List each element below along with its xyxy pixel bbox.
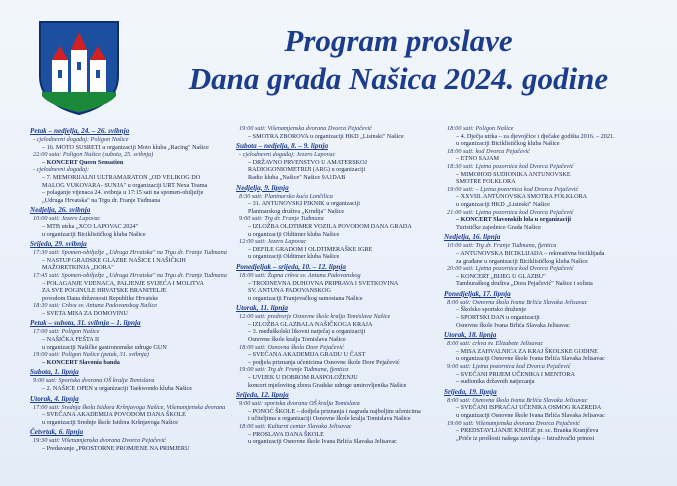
event-time-location: 9:00 sati: sportska dvorana OŠ kralja Tomislava xyxy=(239,400,360,408)
event-description: RADIOGONIOMETRIJI (ARG) u organizaciji xyxy=(248,166,366,174)
event-description: – 3. međuškolski likovni natječaj u organizaciji xyxy=(248,328,366,336)
event-description: u organizaciji Osnovne škole Ivana Brlića Slavaka Jelisavac xyxy=(248,438,397,446)
date-heading: Četvrtak, 6. lipnja xyxy=(30,428,84,437)
event-description: SV. ANTUNA PADOVANSKOG xyxy=(248,287,331,295)
date-heading: Utorak, 11. lipnja xyxy=(236,304,288,313)
program-column-3 xyxy=(444,125,669,486)
date-heading: Nedjelja, 26. svibnja xyxy=(30,206,91,215)
event-description: – SVETA MISA ZA DOMOVINU xyxy=(42,309,128,317)
event-description: – IZLOŽBA OLDTIMER VOZILA POVODOM DANA GRADA xyxy=(248,222,412,230)
event-time-location: 10:00 sati: Trg dr. Franje Tuđmana, fjentica xyxy=(447,242,557,250)
event-description: u organizaciji Oldtimer kluba Našice xyxy=(248,230,340,238)
event-description: i učiteljima u organizaciji Osnovne škole kralja Tomislava Našice xyxy=(248,415,411,423)
event-description: – 16. MOTO SUSRETI u organizaciji Moto kluba „Racing" Našice xyxy=(42,143,209,151)
event-time-location: 18:00 sati: Župna crkva sv. Antuna Padovanskog xyxy=(239,271,361,279)
event-time-location: 17:30 sati: Spomen-obilježje „Udruga Hrvatska" na Trgu dr. Franje Tuđmana xyxy=(33,249,227,257)
event-description: – NASTUP GRADSKE GLAZBE NAŠICE I NAŠIČKIH xyxy=(42,256,186,264)
event-time-location: 8:30 sati: Planinarsko kuća Lončilica xyxy=(239,192,333,200)
event-description: – KONCERT Slavonskih lola u organizaciji xyxy=(456,216,572,224)
event-description: u organizaciji Srednje škole Isidora Kršnjavoga Našice xyxy=(42,418,178,426)
event-time-location: 22:00 sata: Poligon Našice (subota, 25. svibnja) xyxy=(33,151,154,159)
event-time-location: 19:00 sati: – Ljetna pozornica kod Dvorca Pejačević xyxy=(447,185,579,193)
event-time-location: 18:30 sati: Crkva sv. Antuna Padovanskog Našice xyxy=(33,302,158,310)
event-description: – SVEČANA AKADEMIJA GRADU U ČAST xyxy=(248,351,366,359)
event-time-location: - cjelodnevni događaj: Poligon Našice xyxy=(33,136,129,143)
event-description: – SMOTRA ZBOROVA u organizaciji HKD „Lisinski" Našice xyxy=(248,132,404,140)
title-line-2: Dana grada Našica 2024. godine xyxy=(188,61,609,96)
event-description: „Priče iz prošlosti našega zavičaja – Istraživački prinosi xyxy=(456,434,595,442)
event-time-location: 17:00 sati: Poligon Našice xyxy=(33,328,100,336)
event-time-location: 19:00 sati: Poligon Našice (petak, 31. svibnja) xyxy=(33,351,149,359)
event-time-location: 12:00 sati: Jezero Lapovac xyxy=(239,238,307,246)
event-description: Osnovne škole Ivana Brlića Slavaka Jelisavac xyxy=(456,321,570,329)
event-time-location: 19:00 sati: Višenamjenska dvorana Dvorca Pejačević xyxy=(239,125,372,132)
event-time-location: 18:00 sati: Poligon Našice xyxy=(447,125,514,132)
event-description: MAŽORETKINJA „DORA" xyxy=(42,264,114,272)
event-description: – MTB utrka „XCO LAPOVAC 2024" xyxy=(42,222,139,230)
date-heading: Srijeda, 19. lipnja xyxy=(444,387,497,396)
event-time-location: - cjelodnevni događaj: Jezero Lapovac xyxy=(239,151,336,159)
event-description: u organizaciji Biciklističkog kluba Našice xyxy=(42,230,146,238)
date-heading: Ponedjeljak, 17. lipnja xyxy=(444,289,511,298)
event-description: – DRŽAVNO PRVENSTVO U AMATERSKOJ xyxy=(248,158,368,166)
event-description: ZA SVE POGINULE HRVATSKE BRANITELJE xyxy=(42,287,167,295)
event-description: – ANTUNOVSKA BICIKLIJADA – rekreativna biciklijada xyxy=(456,249,605,257)
event-description: – UVIJEK U DOBROM RASPOLOŽENJU xyxy=(248,374,358,382)
event-description: – 31. ANTUNOVSKI PIKNIK u organizaciji xyxy=(248,200,360,208)
event-description: Turističke zajednice Grada Našice xyxy=(456,223,541,231)
date-heading: Utorak, 18. lipnja xyxy=(444,331,497,340)
event-description: – Predavanje „PROSTORNE PROMJENE NA PRIMJERU xyxy=(42,445,190,452)
event-description: – MISA ZAHVALNICA ZA KRAJ ŠKOLSKE GODINE xyxy=(456,347,598,355)
page-title xyxy=(120,22,677,98)
event-description: – MIMOHOD SUDIONIKA ANTUNOVSKE xyxy=(456,170,571,178)
date-heading: Utorak, 4. lipnja xyxy=(30,394,79,403)
event-time-location: 18:00 sati: Osnovna škola Dore Pejačević xyxy=(239,343,344,351)
event-time-location: 18:30 sati: Ljetna pozornica kod Dvorca Pejačević xyxy=(447,162,574,170)
event-time-location: 10:00 sati: Jezero Lapovac xyxy=(33,215,101,223)
event-time-location: 17:00 sati: Srednja škola Isidora Kršnjavoga Našice, Višenamjenska dvorana xyxy=(33,403,226,411)
event-description: u organizaciji Osnovne škole Ivana Brlića Slavaka Jelisavac xyxy=(456,412,605,419)
event-time-location: 8:00 sati: crkva sv. Elizabete Jelisavac xyxy=(447,340,544,348)
date-heading: Petak – subota, 31. svibnja – 1. lipnja xyxy=(30,319,141,328)
event-time-location: 8:00 sati: Osnovna škola Ivana Brlića Slavaka Jelisavac xyxy=(447,396,588,404)
event-time-location: - cjelodnevni događaj: xyxy=(33,166,90,174)
event-description: – podjela priznanja učenicima Osnovne škole Dore Pejačević xyxy=(248,358,400,366)
event-description: u organizaciji Osnovne škole Ivana Brlića Slavaka Jelisavac xyxy=(456,355,605,363)
event-description: u organizaciji Biciklističkog kluba Našice xyxy=(456,140,560,148)
event-description: – POLAGANJE VIJENACA, PALJENJE SVIJEĆA I MOLITVA xyxy=(42,279,204,287)
event-description: „Udruga Hrvatska" na Trgu dr. Franje Tuđmana xyxy=(42,196,161,204)
event-time-location: 17:45 sati: Spomen-obilježje „Udruga Hrvatska" na Trgu dr. Franje Tuđmana xyxy=(33,271,227,279)
event-description: koncert mješovitog zbora Gradske udruge umirovljenika Našice xyxy=(248,381,407,389)
event-description: – SVEČANI PRIJEM UČENIKA I MENTORA xyxy=(456,370,575,378)
event-description: – PREDSTAVLJANJE KNJIGE pr. sc. Branka Kranjčeva xyxy=(456,427,599,435)
event-description: – DEFILE GRADOM I OLDTIMERAŠKE IGRE xyxy=(248,245,373,253)
date-heading: Nedjelja, 9. lipnja xyxy=(236,183,289,192)
event-time-location: 20:00 sati: Ljetna pozornica kod Dvorca Pejačević xyxy=(447,265,574,273)
coat-of-arms-icon xyxy=(38,20,120,116)
event-description: Tamburaškog društva „Dora Pejačević" Našice i solista xyxy=(456,280,593,288)
date-heading: Nedjelja, 16. lipnja xyxy=(444,233,501,242)
title-line-1: Program proslave xyxy=(284,23,513,58)
program-column-1 xyxy=(30,125,235,486)
event-description: povodom Dana državnosti Republike Hrvatske xyxy=(42,294,159,302)
date-heading: Srijeda, 12. lipnja xyxy=(236,391,289,400)
event-time-location: 9:00 sati: Trg dr. Franje Tuđmana xyxy=(239,215,324,223)
event-time-location: 8:00 sati: Osnovna škola Ivana Brlića Slavaka Jelisavac xyxy=(447,298,588,306)
event-time-location: 9:00 sati: Sportska dvorana OŠ kralja Tomislava xyxy=(33,377,155,385)
program-columns xyxy=(0,125,677,486)
date-heading: Petak – nedjelja, 24. – 26. svibnja xyxy=(30,127,130,135)
event-time-location: 9:00 sati: Ljetna pozornica kod Dvorca Pejačević xyxy=(447,363,571,371)
event-description: – XXVIII. ANTUNOVSKA SMOTRA FOLKLORA xyxy=(456,193,588,201)
event-description: – TRODNEVNA DUHOVNA PRIPRAVA I SVETKOVINA xyxy=(248,279,399,287)
event-description: Osnovne škole kralja Tomislava Našice xyxy=(248,336,346,344)
event-description: SMOTRE FOLKLORA xyxy=(456,178,516,186)
event-time-location: 21:00 sati: Ljetna pozornica kod Dvorca Pejačević xyxy=(447,208,574,216)
date-heading: Srijeda, 29. svibnja xyxy=(30,240,87,249)
event-time-location: 12:00 sati: predvorje Osnovne škole kralja Tomislava Našice xyxy=(239,313,391,321)
date-heading: Ponedjeljak – srijeda, 10. – 12. lipnja xyxy=(236,262,347,271)
event-description: – SVEČANA AKADEMIJA POVODOM DANA ŠKOLE xyxy=(42,411,186,419)
event-description: MALOG VUKOVARA- SUNJA" u organizaciji URT Nexa Teama xyxy=(42,181,208,189)
event-description: – IZLOŽBA GLAZBALA NAŠIČKOGA KRAJA xyxy=(248,320,373,328)
event-description: – KONCERT Slavonia banda xyxy=(42,358,120,366)
program-column-2 xyxy=(236,125,441,486)
date-heading: Subota – nedjelja, 8. – 9. lipnja xyxy=(236,142,329,151)
event-description: Radio kluba „Našice" Našice 9A1DAB xyxy=(248,173,346,181)
event-description: u organizaciji HKD „Lisinski" Našice xyxy=(456,200,550,208)
event-description: – KONCERT Queen Sensation xyxy=(42,158,124,166)
event-description: – 7. MEMORIJALNI ULTRAMARATON „OD VELIKOG DO xyxy=(42,173,201,181)
event-description: – KONCERT „BIJEG U GLAZBU" xyxy=(456,272,546,280)
event-description: – NAŠIČKA FEŠTA II xyxy=(42,336,100,344)
event-description: – PONOĆ ŠKOLE – dodjela priznanja i nagrada najboljim učenicima xyxy=(248,407,421,415)
event-time-location: 19:00 sati: Višenamjenska dvorana Dvorca Pejačević xyxy=(447,419,580,427)
event-description: – Školsko sportsko druženje xyxy=(456,306,526,314)
event-description: za građane u organizaciji Biciklističkog kluba Našice xyxy=(456,257,588,265)
event-description: – 2. NAŠICE OPEN u organizaciji Taekwondo kluba Našice xyxy=(42,385,193,393)
event-time-location: 19:30 sati: Višenamjenska dvorana Dvorca Pejačević xyxy=(33,437,166,445)
event-description: – 4. Dječja utrka – za djevojčice i dječake godišta 2016. – 2021. xyxy=(456,132,615,140)
event-description: – PROSLAVA DANA ŠKOLE xyxy=(248,430,324,438)
event-description: – SPORTSKI DAN u organizaciji xyxy=(456,314,540,322)
event-time-location: 19:00 sati: Trg dr. Franje Tuđmana, fjentica xyxy=(239,366,349,374)
event-description: – ETNO SAJAM xyxy=(456,155,499,163)
date-heading: Subota, 1. lipnja xyxy=(30,368,79,377)
event-description: – SVEČANI ISPRAĆAJ UČENIKA OSMOG RAZREDA xyxy=(456,404,602,412)
event-description: – polaganje vijenaca 24. svibnja u 17:15 sati na spomen-obilježje xyxy=(42,189,204,197)
event-description: u organizaciji Našičke gastronomske udruge GUN xyxy=(42,343,167,351)
event-description: – sudionika državnih natjecanja xyxy=(456,378,535,386)
event-description: u organizaciji Franjevačkog samostana Našice xyxy=(248,294,363,302)
event-description: Planinarskog društva „Krndija" Našice xyxy=(248,207,345,215)
event-time-location: 18:00 sati: kod Dvorca Pejačević xyxy=(447,147,530,155)
event-description: u organizaciji Oldtimer kluba Našice xyxy=(248,253,340,261)
event-time-location: 18:00 sati: Kulturni centar Slavaka Jelisavac xyxy=(239,423,352,430)
